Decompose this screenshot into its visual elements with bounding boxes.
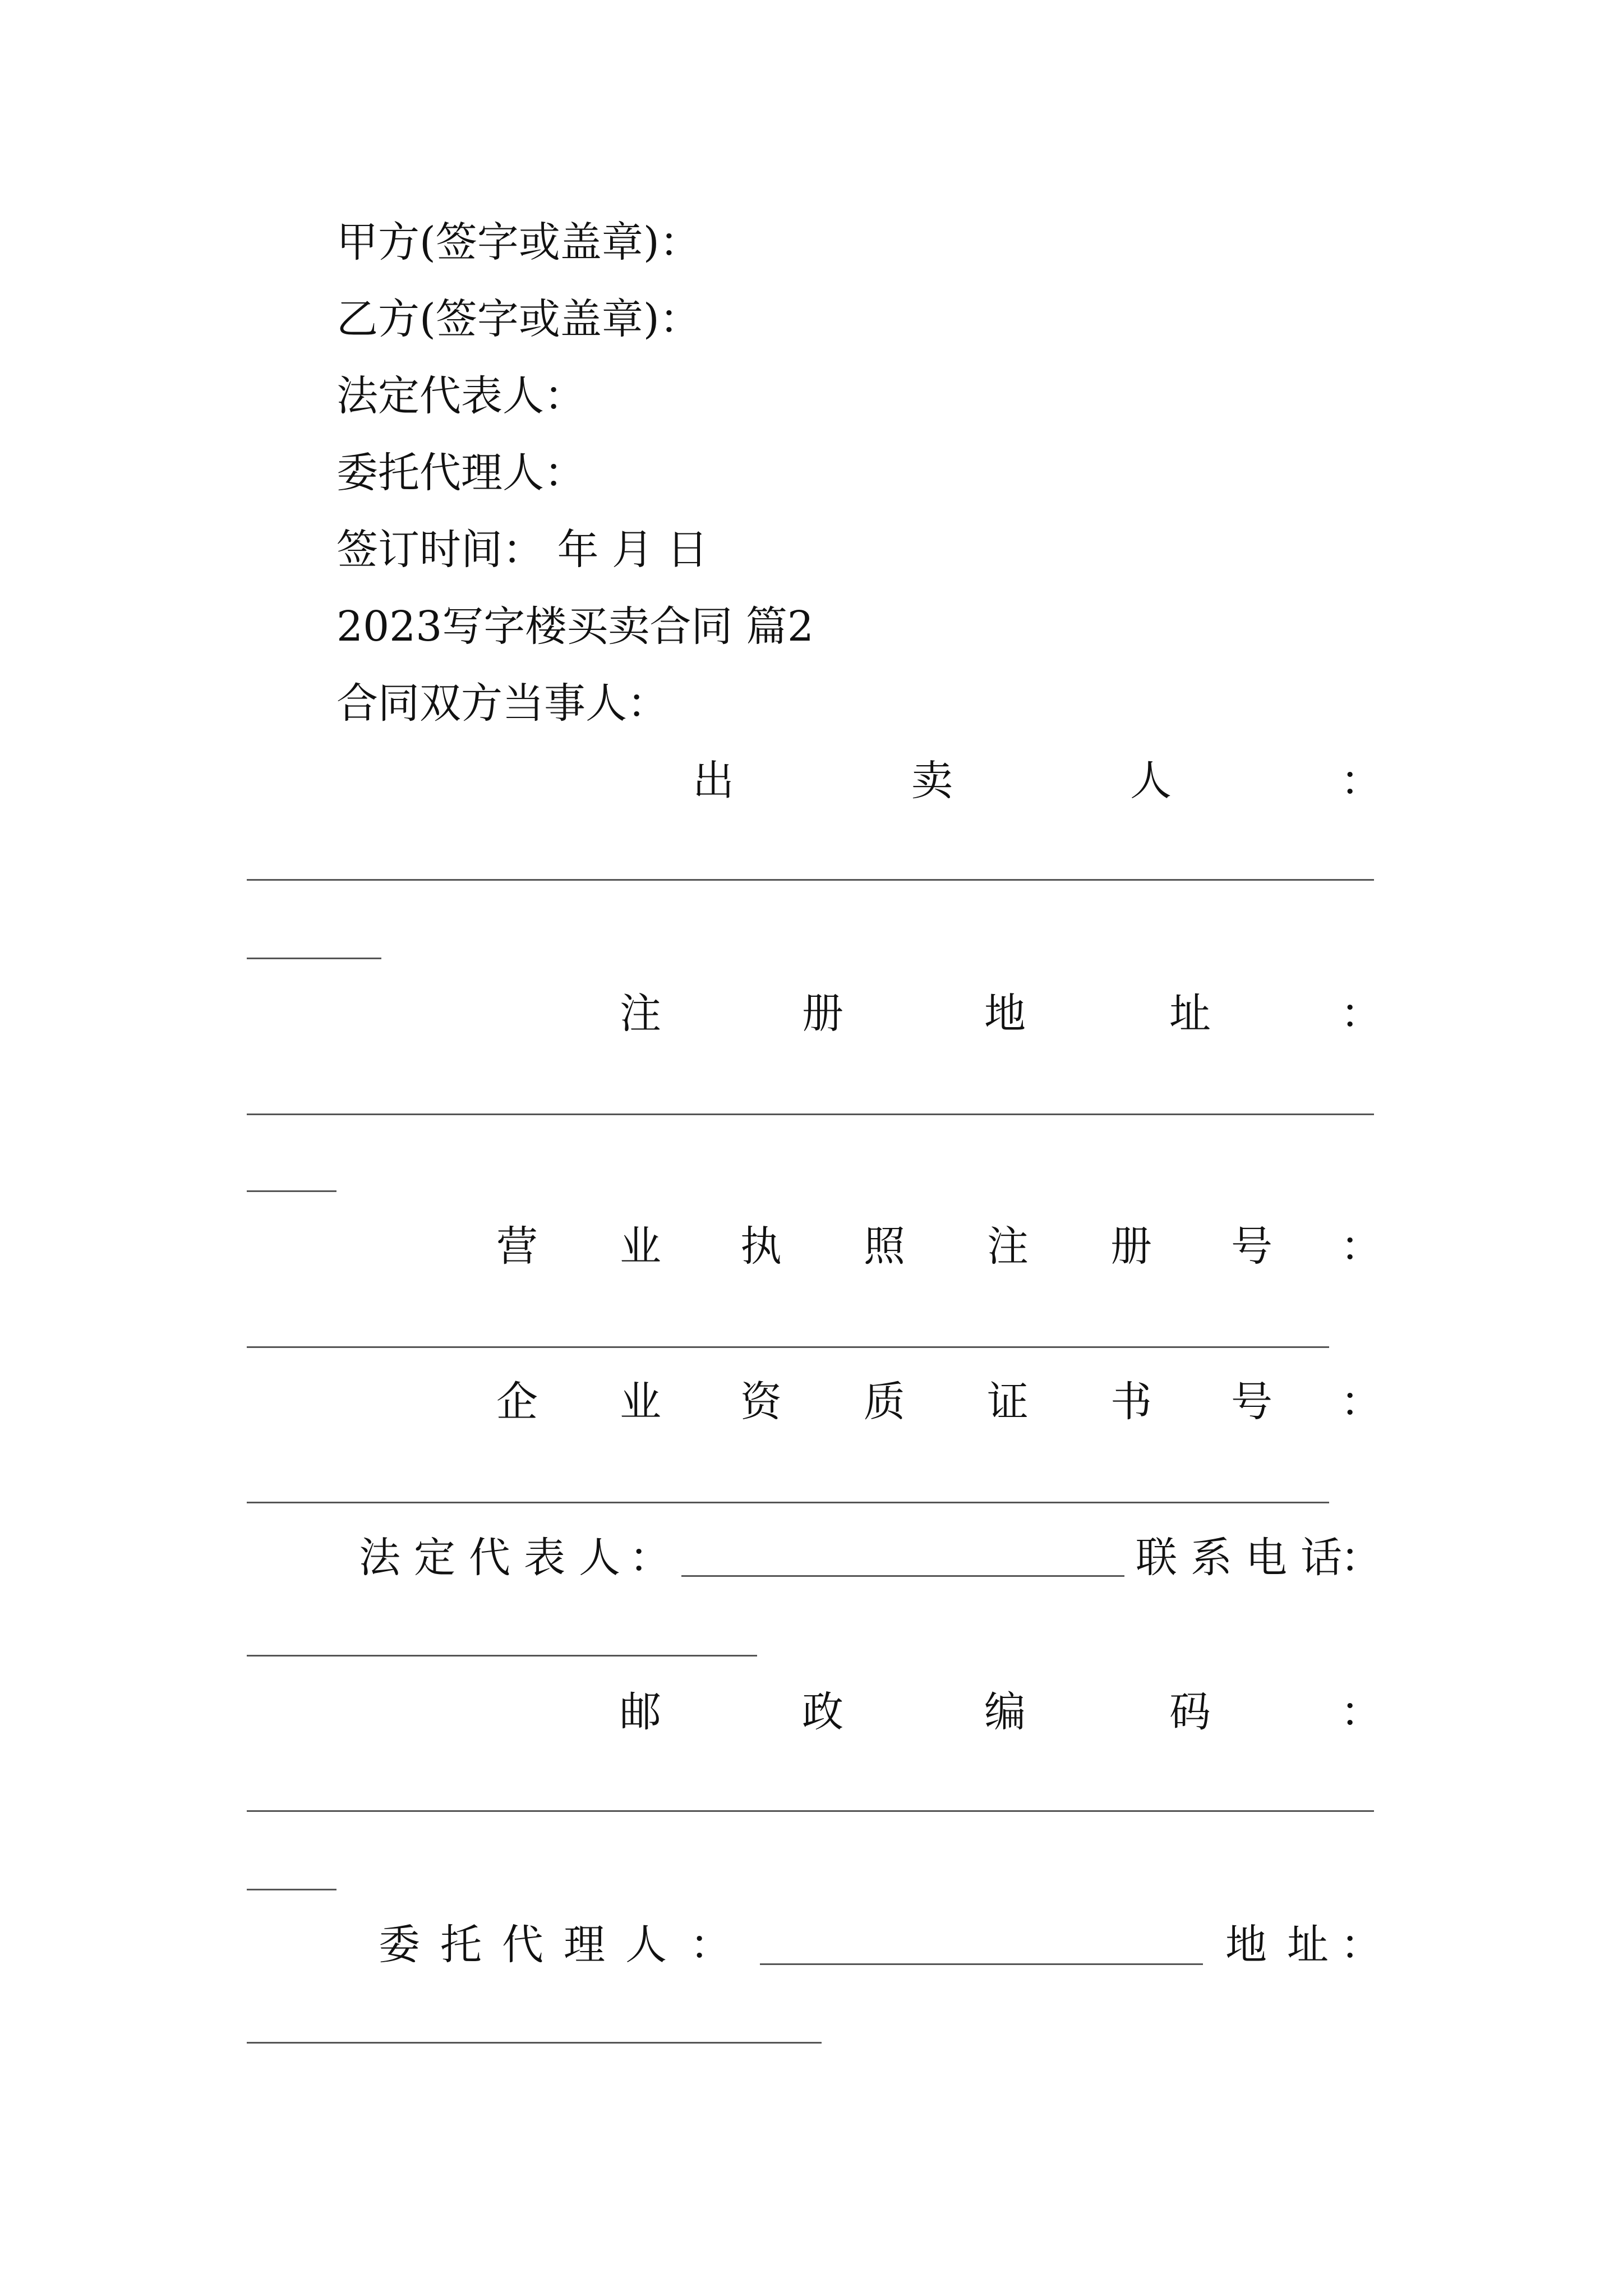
address-fill-line-continued xyxy=(247,1190,336,1192)
postcode-fill-line xyxy=(247,1810,1374,1812)
postcode-char: 政 xyxy=(802,1688,843,1736)
qualification-char: 企 xyxy=(496,1378,538,1426)
address-char: 注 xyxy=(620,990,661,1038)
agent-char: 理 xyxy=(564,1921,605,1969)
phone-char: 电 xyxy=(1246,1534,1287,1582)
colon: ： xyxy=(1340,990,1382,1038)
legal-rep-fill-line xyxy=(681,1575,1124,1577)
address-fill-line xyxy=(247,1114,1374,1115)
seller-char: 卖 xyxy=(911,757,953,805)
agent-address-char: 址 xyxy=(1287,1921,1329,1969)
section-heading: 2023写字楼买卖合同 篇2 xyxy=(336,602,814,651)
colon: ： xyxy=(1340,1921,1382,1969)
party-b-signature-label: 乙方(签字或盖章)： xyxy=(336,295,701,343)
license-char: 照 xyxy=(864,1222,905,1271)
postcode-char: 码 xyxy=(1169,1688,1211,1736)
address-char: 址 xyxy=(1169,990,1211,1038)
legal-rep-char: 法 xyxy=(359,1534,400,1582)
business-license-row xyxy=(247,1222,1382,1276)
legal-rep-char: 代 xyxy=(469,1534,510,1582)
license-char: 执 xyxy=(740,1222,782,1271)
license-char: 册 xyxy=(1110,1222,1152,1271)
postcode-char: 编 xyxy=(984,1688,1026,1736)
parties-label: 合同双方当事人： xyxy=(336,679,668,728)
colon: ： xyxy=(629,1534,671,1582)
seller-fill-line-continued xyxy=(247,958,381,959)
qualification-fill-line xyxy=(247,1502,1329,1503)
postcode-row xyxy=(247,1688,1382,1742)
seller-char: 人 xyxy=(1130,757,1172,805)
phone-char: 话 xyxy=(1301,1534,1342,1582)
legal-rep-phone-row xyxy=(247,1534,1382,1588)
postcode-char: 邮 xyxy=(620,1688,661,1736)
colon: ： xyxy=(1340,1534,1382,1582)
colon: ： xyxy=(1340,1222,1382,1271)
agent-fill-line xyxy=(760,1963,1203,1965)
license-char: 注 xyxy=(987,1222,1029,1271)
agent-address-row xyxy=(247,1921,1382,1975)
qualification-row xyxy=(247,1378,1382,1432)
phone-char: 系 xyxy=(1191,1534,1232,1582)
license-char: 营 xyxy=(496,1222,538,1271)
postcode-fill-line-continued xyxy=(247,1889,336,1890)
legal-rep-label: 法定代表人： xyxy=(336,372,585,420)
agent-char: 人 xyxy=(625,1921,667,1969)
address-char: 册 xyxy=(802,990,843,1038)
registered-address-row xyxy=(247,990,1382,1043)
legal-rep-char: 人 xyxy=(579,1534,620,1582)
agent-char: 代 xyxy=(502,1921,543,1969)
colon: ： xyxy=(690,1921,731,1969)
license-char: 号 xyxy=(1231,1222,1272,1271)
qualification-char: 业 xyxy=(620,1378,661,1426)
colon: ： xyxy=(1340,1378,1382,1426)
agent-address-fill-line xyxy=(247,2042,822,2044)
agent-char: 托 xyxy=(440,1921,482,1969)
party-a-signature-label: 甲方(签字或盖章)： xyxy=(336,218,701,266)
agent-char: 委 xyxy=(379,1921,420,1969)
seller-char: 出 xyxy=(693,757,734,805)
license-fill-line xyxy=(247,1346,1329,1348)
license-char: 业 xyxy=(620,1222,661,1271)
seller-fill-line xyxy=(247,879,1374,881)
agent-address-char: 地 xyxy=(1225,1921,1267,1969)
legal-rep-char: 定 xyxy=(414,1534,455,1582)
qualification-char: 书 xyxy=(1110,1378,1152,1426)
qualification-char: 资 xyxy=(740,1378,782,1426)
qualification-char: 证 xyxy=(987,1378,1029,1426)
phone-char: 联 xyxy=(1136,1534,1177,1582)
qualification-char: 质 xyxy=(864,1378,905,1426)
address-char: 地 xyxy=(984,990,1026,1038)
agent-label: 委托代理人： xyxy=(336,449,585,497)
seller-row xyxy=(247,757,1382,811)
legal-rep-char: 表 xyxy=(524,1534,565,1582)
phone-fill-line xyxy=(247,1655,757,1657)
qualification-char: 号 xyxy=(1231,1378,1272,1426)
sign-time-label: 签订时间： 年 月 日 xyxy=(336,526,708,574)
colon: ： xyxy=(1340,1688,1382,1736)
colon: ： xyxy=(1340,757,1382,805)
